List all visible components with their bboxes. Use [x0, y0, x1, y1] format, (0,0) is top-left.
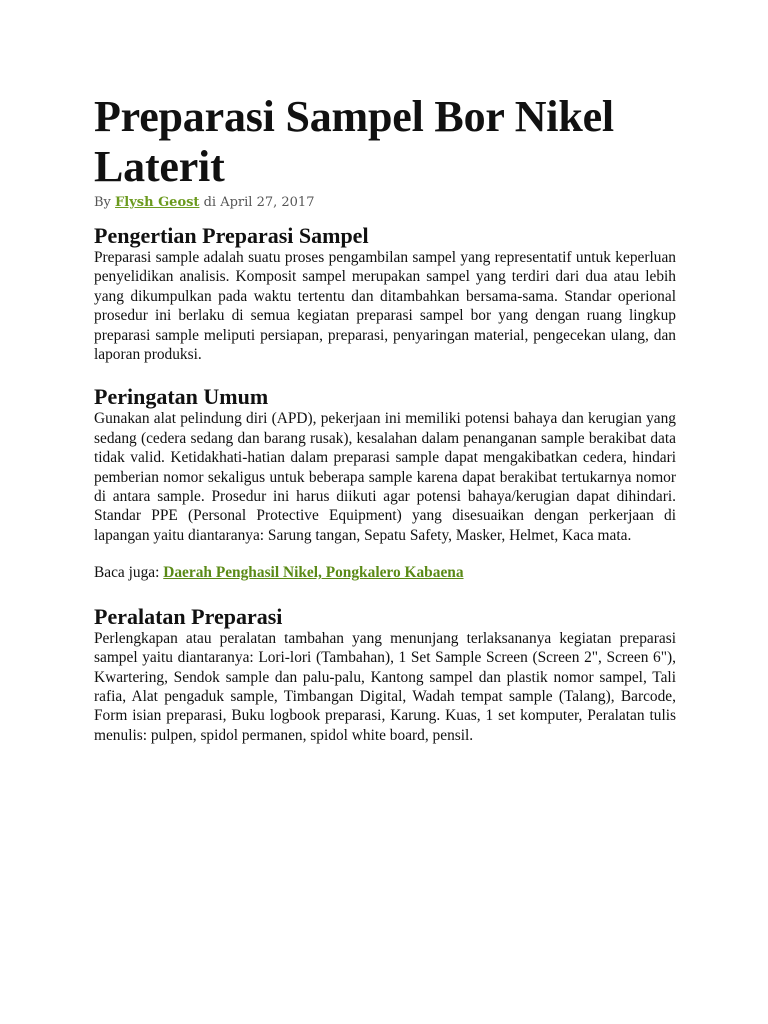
byline-by: By: [94, 195, 111, 210]
section-body-peralatan: Perlengkapan atau peralatan tambahan yang menunjang terlaksananya kegiatan preparasi sampel yaitu diantaranya: Lori-lori (Tambahan), 1 Set Sample Screen (Screen 2", Screen 6"), Kwartering, Sendok sample dan palu-palu, Kantong sampel dan plastik nomor sampel, Tali rafia, Alat pengaduk sample, Timbangan Digital, Wadah tempat sample (Talang), Barcode, Form isian preparasi, Buku logbook preparasi, Karung. Kuas, 1 set komputer, Peralatan tulis menulis: pulpen, spidol permanen, spidol white board, pensil.: [94, 629, 676, 744]
section-body-pengertian: Preparasi sample adalah suatu proses pengambilan sampel yang representatif untuk keperluan penyelidikan analisis. Komposit sampel merupakan sampel yang terdiri dari dua atau lebih yang dikumpulkan pada waktu tertentu dan ditambahkan bersama-sama. Standar operional prosedur ini berlaku di semua kegiatan preparasi sampel bor yang dengan ruang lingkup preparasi sample meliputi persiapan, preparasi, penyaringan material, pengecekan ulang, dan laporan produksi.: [94, 249, 676, 364]
section-heading-peringatan: Peringatan Umum: [94, 384, 269, 410]
byline-date-prefix: di: [203, 195, 217, 210]
article-title: Preparasi Sampel Bor Nikel Laterit: [94, 92, 614, 191]
section-heading-peralatan: Peralatan Preparasi: [94, 603, 283, 629]
article: [94, 92, 676, 745]
section-heading-pengertian: Pengertian Preparasi Sampel: [94, 223, 369, 248]
read-also-label: Baca juga:: [94, 564, 160, 582]
byline: [94, 194, 676, 212]
read-also-link[interactable]: Daerah Penghasil Nikel, Pongkalero Kabaena: [163, 564, 464, 582]
author-link[interactable]: Flysh Geost: [115, 195, 200, 210]
byline-date: April 27, 2017: [220, 195, 315, 210]
read-also: [94, 563, 676, 582]
section-body-peringatan: Gunakan alat pelindung diri (APD), pekerjaan ini memiliki potensi bahaya dan kerugian yang sedang (cedera sedang dan barang rusak), kesalahan dalam penanganan sample berakibat data tidak valid. Ketidakhati-hatian dalam preparasi sample dapat mengakibatkan cedera, hindari pemberian nomor sekaligus untuk beberapa sample karena dapat berakibat tertukarnya nomor di antara sample. Prosedur ini harus diikuti agar potensi bahaya/kerugian dapat dihindari. Standar PPE (Personal Protective Equipment) yang disesuaikan dengan perkerjaan di lapangan yaitu diantaranya: Sarung tangan, Sepatu Safety, Masker, Helmet, Kaca mata.: [94, 410, 676, 544]
